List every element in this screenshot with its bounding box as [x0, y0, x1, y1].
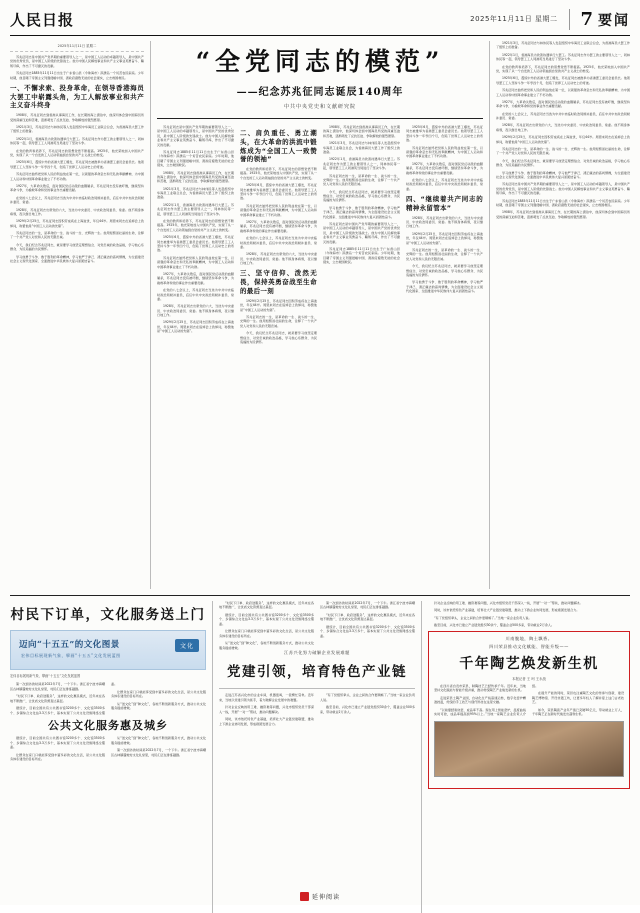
paragraph: 1925年6月，震惊中外的省港大罢工爆发，苏兆征同志被推举为省港罢工委员会委员长。他领导罢工工人坚持斗争一年零四个月，创造了世界工人运动史上的奇迹。 [10, 160, 144, 169]
paragraph: 在党的八七会议上，苏兆征同志当选为中共中央临时政治局候补委员，后任中共中央政治局候补委员、常委。 [240, 236, 317, 249]
headline-block [157, 41, 483, 112]
paragraph: 1921年3月，苏兆征同志与林伟民等人发起组织中华海员工业联合总会，为香港海员大罢工作了组织上的准备。 [157, 186, 234, 200]
paragraph: 苏兆征同志的一生，是革命的一生、战斗的一生、光辉的一生。他用短暂而壮丽的生命，诠释了一个共产党人对党和人民的无限忠诚。 [10, 231, 144, 240]
paragraph: 苏兆征同志始终把党和人民的利益放在第一位，以顽强的革命意志和无私的奉献精神，为中国工人运动和中国革命事业建立了不朽功勋。 [406, 145, 483, 159]
masthead [10, 6, 630, 36]
paragraph: 据统计，目前全国共有公共图书馆3200多个、文化馆3500多个、乡镇综合文化站3.3万多个，基本实现了公共文化设施网络全覆盖。 [320, 624, 415, 638]
paragraph: 走进江苏省兴化市的企业车间，机器轰鸣，一派繁忙景象。近年来，当地以党建引领为抓手，着力破解企业发展中的难题。 [219, 693, 314, 702]
paragraph: 截至目前，兴化市已建立产业链党组织30余个，覆盖企业500多家，带动就业2万余人。 [320, 705, 415, 714]
paragraph: 苏兆征同志始终把党和人民的利益放在第一位，以顽强的革命意志和无私的奉献精神，为中国工人运动和中国革命事业建立了不朽功勋。 [496, 88, 630, 97]
paragraph: 让群众在家门口就能享受到丰富多彩的文化生活，是公共文化服务体系建设的目标所在。 [111, 689, 206, 699]
right-column [496, 41, 630, 589]
paragraph: 1921年3月，苏兆征同志与林伟民等人发起组织中华海员工业联合总会，为香港海员大罢工作了组织上的准备。 [323, 141, 400, 154]
paragraph: 让群众在家门口就能享受到丰富多彩的文化生活，是公共文化服务体系建设的目标所在。 [10, 752, 105, 762]
column-divider [421, 601, 422, 913]
paragraph: 苏兆征同志1885年11月11日出生于广东香山县（今珠海市）淇澳岛一个贫苦农民家庭。少年时期，他目睹了帝国主义列强侵略中国、清政府腐败无能的社会现实，立志救国救民。 [10, 71, 144, 80]
featured-headline: 千年陶艺焕发新生机 [459, 655, 599, 672]
banner-badge: 文化 [175, 639, 199, 652]
left-column-text-2 [10, 113, 144, 263]
paragraph: 1927年，大革命失败后，面对国民党反动派的血腥屠杀，苏兆征同志没有被吓倒，继续坚持革命斗争，为挽救革命和党的事业作出重要贡献。 [496, 99, 630, 109]
qr-code-icon [300, 892, 309, 901]
paragraph: 针对企业反映的用工难、融资难等问题，兴化市组织党员干部深入一线，开展“一对一”帮扶，推动问题解决。 [434, 601, 583, 605]
paragraph: 今天，我们纪念苏兆征同志，就是要学习他坚定理想信念、对党忠诚的政治品格，学习他心系群众、为民造福的为民情怀。 [323, 189, 400, 203]
featured-kicker-line-1: 川南腹地，陶土飘香。 [505, 635, 553, 641]
paragraph: “村民下订单、政府送服务”，这样的文化惠民模式，近年来在各地不断推广，让优质文化资源直达基层。 [219, 601, 314, 610]
right-column-text [496, 41, 630, 219]
paragraph: 苏兆征同志的一生，是革命的一生、战斗的一生、光辉的一生。他用短暂而壮丽的生命，诠释了一个共产党人对党和人民的无限忠诚。 [240, 314, 317, 328]
banner-caption: 宏伟目标展现新气象，擘画“十五五”文化发展蓝图 [10, 674, 81, 678]
paragraph: 苏兆征同志始终把党和人民的利益放在第一位，以顽强的革命意志和无私的奉献精神，为中国工人运动和中国革命事业建立了不朽功勋。 [10, 172, 144, 181]
paragraph: 据统计，目前全国共有公共图书馆3200多个、文化馆3500多个、乡镇综合文化站3.3万多个，基本实现了公共文化设施网络全覆盖。 [219, 612, 314, 626]
paragraph: 今天，我们纪念苏兆征同志，就是要学习他坚定理想信念、对党忠诚的政治品格，学习他心系群众、为民造福的为民情怀。 [10, 242, 144, 252]
paragraph: 从“送文化”到“种文化”，各地不断创新服务方式，推动公共文化服务提质增效。 [111, 701, 206, 711]
paragraph: 1928年，苏兆征同志出席党的六大，当选为中央委员、中央政治局委员、常委。他不顾身体病弱，夜以继日地工作。 [10, 207, 144, 216]
paragraph: 学习他勇于斗争、敢于胜利的革命精神，学习他严于律己、清正廉洁的高尚情操，为全面建设社会主义现代化国家、全面推进中华民族伟大复兴而团结奋斗。 [406, 280, 483, 294]
bottom-left-headline: 村民下订单，文化服务送上门 [10, 607, 206, 623]
section-title: 要闻 [598, 12, 630, 29]
main-article [157, 41, 483, 589]
paragraph: 1928年，苏兆征同志出席党的六大，当选为中央委员、中央政治局委员、常委。他不顾身体病弱，夜以继日地工作。 [157, 304, 234, 318]
paragraph: 苏兆征同志是中国共产党早期的重要领导人之一，是中国工人运动的卓越领导人，是中国共产党的优秀党员，是中国工人阶级的先锋战士。他为中国人民解放事业和共产主义事业英勇奋斗、鞠躬尽瘁，作出了不可磨灭的贡献。 [10, 55, 144, 68]
paragraph: 苏兆征同志1885年11月11日出生于广东香山县（今珠海市）淇澳岛一个贫苦农民家庭。少年时期，他目睹了帝国主义列强侵略中国、清政府腐败无能的社会现实，立志救国救民。 [323, 246, 400, 265]
paragraph: 据统计，目前全国共有公共图书馆3200多个、文化馆3500多个、乡镇综合文化站3.3万多个，基本实现了公共文化设施网络全覆盖。 [10, 682, 118, 715]
page-number: 7 [580, 8, 593, 30]
bottom-left-subheadline: 公共文化服务惠及城乡 [48, 719, 168, 733]
paragraph: 第一次到访的时间是2022年7月，一个下午。浙江省宁波市海曙区古林镇蜃蛟村文化礼堂里，村民们正在排练越剧。 [10, 682, 105, 691]
paragraph: 1925年6月，震惊中外的省港大罢工爆发，苏兆征同志被推举为省港罢工委员会委员长。他领导罢工工人坚持斗争一年零四个月，创造了世界工人运动史上的奇迹。 [406, 125, 483, 143]
bottom-right-column [428, 601, 630, 913]
paragraph: 在四川省自贡市荣县，制陶技艺已经传承千年。近年来，当地坚持文化赋能与智能升级并重，推动传统陶艺产业焕发新的生机。 [434, 683, 526, 693]
paragraph: 苏兆征同志1885年11月11日出生于广东香山县（今珠海市）淇澳岛一个贫苦农民家庭。少年时期，他目睹了帝国主义列强侵略中国、清政府腐败无能的社会现实，立志救国救民。 [496, 198, 630, 207]
paragraph: 今天，我们纪念苏兆征同志，就是要学习他坚定理想信念、对党忠诚的政治品格，学习他心系群众、为民造福的为民情怀。 [496, 158, 630, 168]
body-text [323, 125, 400, 265]
section-heading-1: 一、不懈求索、投身革命，在领导香港海员大罢工中崭露头角，为工人解放事业和共产主义奋斗终身 [10, 83, 144, 110]
featured-body [434, 684, 624, 718]
bottom-right-top-text [428, 601, 630, 628]
left-column [10, 41, 144, 589]
paragraph: 1922年1月，香港海员为改善待遇举行大罢工。苏兆征同志作为罢工的主要领导人之一，同林伟民等一起，领导罢工工人同港英当局进行了坚决斗争。 [496, 52, 630, 62]
paragraph: 苏兆征同志是中国共产党早期的重要领导人之一，是中国工人运动的卓越领导人，是中国共产党的优秀党员，是中国工人阶级的先锋战士。他为中国人民解放事业和共产主义事业英勇奋斗、鞠躬尽瘁，作出了不可磨灭的贡献。 [496, 182, 630, 196]
paragraph: 1921年3月，苏兆征同志与林伟民等人发起组织中华海员工业联合总会，为香港海员大罢工作了组织上的准备。 [496, 41, 630, 50]
paragraph: 1929年2月25日，苏兆征同志因积劳成疾在上海逝世，年仅44岁。周恩来同志在追悼会上致悼词，称赞他是“中国工人运动的先驱”。 [240, 298, 317, 312]
paragraph: 同时，该市依托特色产业基础，培育壮大产业链党建联盟，推动上下游企业协同发展，形成抱团发展合力。 [434, 608, 580, 613]
bottom-mid-article [219, 601, 415, 913]
paragraph: “有了党组织牵头，企业之间的合作更顺畅了。”当地一家企业负责人说。 [320, 693, 415, 702]
body-text [219, 601, 415, 650]
paragraph: 1922年1月，香港海员为改善待遇举行大罢工。苏兆征同志作为罢工的主要领导人之一，同林伟民等一起，领导罢工工人同港英当局进行了坚决斗争。 [157, 202, 234, 216]
paragraph: 如今，荣县陶瓷产业年产值已突破50亿元，带动就业上万人，千年陶艺正在新时代焕发出蓬勃生机。 [532, 707, 624, 717]
featured-photo [434, 721, 624, 777]
paragraph: 今天，我们纪念苏兆征同志，就是要学习他坚定理想信念、对党忠诚的政治品格，学习他心系群众、为民造福的为民情怀。 [406, 264, 483, 277]
paragraph: 苏兆征同志是中国共产党早期的重要领导人之一，是中国工人运动的卓越领导人，是中国共产党的优秀党员，是中国工人阶级的先锋战士。他为中国人民解放事业和共产主义事业英勇奋斗、鞠躬尽瘁，作出了不可磨灭的贡献。 [157, 125, 234, 147]
divider [219, 688, 415, 689]
paragraph: 1925年6月，震惊中外的省港大罢工爆发，苏兆征同志被推举为省港罢工委员会委员长。他领导罢工工人坚持斗争一年零四个月，创造了世界工人运动史上的奇迹。 [240, 183, 317, 201]
main-col-2 [240, 125, 317, 347]
paragraph: 苏兆征同志始终把党和人民的利益放在第一位，以顽强的革命意志和无私的奉献精神，为中国工人运动和中国革命事业建立了不朽功勋。 [240, 203, 317, 217]
featured-article [428, 631, 630, 789]
paragraph: 1927年，大革命失败后，面对国民党反动派的血腥屠杀，苏兆征同志没有被吓倒，继续坚持革命斗争，为挽救革命和党的事业作出重要贡献。 [157, 271, 234, 285]
paragraph: 1908年，苏兆征同志到香港从事海员工作，在长期的海上漂泊中，他深切体会到中国海员所受的深重压迫和苦难，逐渐萌发了反抗压迫、争取解放的强烈愿望。 [157, 170, 234, 184]
paragraph: 在党的八七会议上，苏兆征同志当选为中共中央临时政治局候补委员，后任中共中央政治局候补委员、常委。 [496, 111, 630, 121]
paragraph: 在党的八七会议上，苏兆征同志当选为中共中央临时政治局候补委员，后任中共中央政治局候补委员、常委。 [157, 288, 234, 301]
paragraph: 1929年2月25日，苏兆征同志因积劳成疾在上海逝世，年仅44岁。周恩来同志在追悼会上致悼词，称赞他是“中国工人运动的先驱”。 [157, 320, 234, 334]
paragraph: 在党的八七会议上，苏兆征同志当选为中共中央临时政治局候补委员，后任中共中央政治局候补委员、常委。 [406, 177, 483, 191]
masthead-date: 2025年11月11日 星期二 [470, 15, 558, 23]
paragraph: 第一次到访的时间是2022年7月，一个下午。浙江省宁波市海曙区古林镇蜃蛟村文化礼堂里，村民们正在排练越剧。 [320, 601, 415, 610]
masthead-section [569, 9, 630, 30]
extended-reading-label: 延伸阅读 [311, 894, 341, 901]
paragraph: 从“送文化”到“种文化”，各地不断创新服务方式，推动公共文化服务提质增效。 [219, 641, 314, 650]
paragraph: 1908年，苏兆征同志到香港从事海员工作，在长期的海上漂泊中，他深切体会到中国海员所受的深重压迫和苦难，逐渐萌发了反抗压迫、争取解放的强烈愿望。 [496, 210, 630, 219]
paragraph: 在党的教育和培养下，苏兆征同志的思想觉悟不断提高。1925年，他光荣地加入中国共产党，实现了从一个自发的工人运动领袖到自觉的共产主义战士的转变。 [10, 148, 144, 157]
paragraph: 在党的八七会议上，苏兆征同志当选为中共中央临时政治局候补委员，后任中共中央政治局候补委员、常委。 [10, 195, 144, 205]
paragraph: 让群众在家门口就能享受到丰富多彩的文化生活，是公共文化服务体系建设的目标所在。 [219, 629, 314, 638]
left-column-text [10, 55, 144, 80]
body-text [240, 167, 317, 265]
paragraph: 在党的教育和培养下，苏兆征同志的思想觉悟不断提高。1925年，他光荣地加入中国共产党，实现了从一个自发的工人运动领袖到自觉的共产主义战士的转变。 [157, 219, 234, 232]
paragraph: “以前靠经验烧窑，成品率不高。现在用上智能窑炉，温度曲线实时可控，成品率提高到95%以上。”当地一家陶艺企业负责人介绍。 [434, 683, 539, 717]
left-column-dateline: 2025年11月11日 星期二 [57, 44, 97, 48]
body-text [219, 693, 415, 726]
body-text-2 [240, 299, 317, 345]
paragraph: 苏兆征同志1885年11月11日出生于广东香山县（今珠海市）淇澳岛一个贫苦农民家庭。少年时期，他目睹了帝国主义列强侵略中国、清政府腐败无能的社会现实，立志救国救民。 [157, 149, 234, 168]
divider [10, 51, 144, 52]
paragraph: 苏兆征同志的一生，是革命的一生、战斗的一生、光辉的一生。他用短暂而壮丽的生命，诠释了一个共产党人对党和人民的无限忠诚。 [323, 173, 400, 187]
featured-byline: 本报记者 王 珂 王永战 [512, 676, 546, 681]
zone-divider [10, 595, 630, 596]
bottom-mid-kicker: 江苏兴化努力破解企业发展难题 [284, 650, 350, 656]
paragraph: 1929年2月25日，苏兆征同志因积劳成疾在上海逝世，年仅44岁。周恩来同志在追悼会上致悼词，称赞他是“中国工人运动的先驱”。 [406, 231, 483, 245]
paragraph: 苏兆征同志是中国共产党早期的重要领导人之一，是中国工人运动的卓越领导人，是中国共产党的优秀党员，是中国工人阶级的先锋战士。他为中国人民解放事业和共产主义事业英勇奋斗、鞠躬尽瘁，作出了不可磨灭的贡献。 [323, 222, 400, 244]
paragraph: 1928年，苏兆征同志出席党的六大，当选为中央委员、中央政治局委员、常委。他不顾身体病弱，夜以继日地工作。 [240, 252, 317, 266]
paragraph: 苏兆征同志的一生，是革命的一生、战斗的一生、光辉的一生。他用短暂而壮丽的生命，诠释了一个共产党人对党和人民的无限忠诚。 [496, 147, 630, 156]
paragraph: 苏兆征同志的一生，是革命的一生、战斗的一生、光辉的一生。他用短暂而壮丽的生命，诠释了一个共产党人对党和人民的无限忠诚。 [406, 247, 483, 261]
article-author: 中共中央党史和文献研究院 [283, 104, 356, 110]
main-col-3 [323, 125, 400, 347]
article-subhead: ——纪念苏兆征同志诞辰140周年 [236, 87, 404, 98]
paragraph: 1927年，大革命失败后，面对国民党反动派的血腥屠杀，苏兆征同志没有被吓倒，继续坚持革命斗争，为挽救革命和党的事业作出重要贡献。 [10, 183, 144, 193]
divider [157, 118, 483, 119]
paragraph: 1922年1月，香港海员为改善待遇举行大罢工。苏兆征同志作为罢工的主要领导人之一，同林伟民等一起，领导罢工工人同港英当局进行了坚决斗争。 [10, 136, 144, 146]
banner-title: 迈向“十五五”的文化图景 [19, 640, 120, 650]
paragraph: 1928年，苏兆征同志出席党的六大，当选为中央委员、中央政治局委员、常委。他不顾身体病弱，夜以继日地工作。 [406, 215, 483, 229]
paragraph: 1929年2月25日，苏兆征同志因积劳成疾在上海逝世，年仅44岁。周恩来同志在追悼会上致悼词，称赞他是“中国工人运动的先驱”。 [10, 219, 144, 228]
body-text [157, 125, 234, 334]
paragraph: “村民下订单、政府送服务”，这样的文化惠民模式，近年来在各地不断推广，让优质文化资源直达基层。 [320, 612, 415, 622]
paragraph: 第一次到访的时间是2022年7月，一个下午。浙江省宁波市海曙区古林镇蜃蛟村文化礼堂里，村民们正在排练越剧。 [111, 748, 206, 757]
paragraph: 1925年6月，震惊中外的省港大罢工爆发，苏兆征同志被推举为省港罢工委员会委员长。他领导罢工工人坚持斗争一年零四个月，创造了世界工人运动史上的奇迹。 [496, 76, 630, 85]
paragraph: 1927年，大革命失败后，面对国民党反动派的血腥屠杀，苏兆征同志没有被吓倒，继续坚持革命斗争，为挽救革命和党的事业作出重要贡献。 [406, 161, 483, 175]
bottom-left-article [10, 601, 206, 913]
paragraph: 截至目前，兴化市已建立产业链党组织30余个，覆盖企业500多家，带动就业2万余人。 [434, 623, 555, 628]
section-heading-4: 四、“继续着共产同志的精神永留管本” [406, 195, 483, 212]
paragraph: 针对企业反映的用工难、融资难等问题，兴化市组织党员干部深入一线，开展“一对一”帮扶，推动问题解决。 [219, 705, 314, 714]
bottom-mid-top-text [219, 601, 415, 650]
body-text-2 [10, 736, 206, 762]
paragraph: 学习他勇于斗争、敢于胜利的革命精神，学习他严于律己、清正廉洁的高尚情操，为全面建设社会主义现代化国家、全面推进中华民族伟大复兴而团结奋斗。 [323, 205, 400, 219]
extended-reading-badge[interactable] [300, 892, 340, 901]
main-col-4 [406, 125, 483, 347]
main-article-columns [157, 125, 483, 347]
paragraph: 1921年3月，苏兆征同志与林伟民等人发起组织中华海员工业联合总会，为香港海员大罢工作了组织上的准备。 [10, 125, 144, 134]
paragraph: “村民下订单、政府送服务”，这样的文化惠民模式，近年来在各地不断推广，让优质文化资源直达基层。 [10, 694, 105, 703]
featured-kicker: 四川荣县推动文化赋能、智能升级—— [489, 643, 569, 649]
paragraph: 1925年6月，震惊中外的省港大罢工爆发，苏兆征同志被推举为省港罢工委员会委员长。他领导罢工工人坚持斗争一年零四个月，创造了世界工人运动史上的奇迹。 [157, 235, 234, 253]
paragraph: 1927年，大革命失败后，面对国民党反动派的血腥屠杀，苏兆征同志没有被吓倒，继续坚持革命斗争，为挽救革命和党的事业作出重要贡献。 [240, 219, 317, 233]
section-heading-2: 二、肩负重任、勇立潮头，在大革命的洪流中锻炼成为“全国工人一致赞誉的领袖” [240, 129, 317, 164]
bottom-left-body-2 [10, 736, 206, 762]
paragraph: “有了党组织牵头，企业之间的合作更顺畅了。”当地一家企业负责人说。 [434, 615, 532, 620]
section-heading-3: 三、坚守信仰、泼然无畏，保持英勇奋战至生命的最后一刻 [240, 269, 317, 296]
body-text [406, 125, 483, 191]
paragraph: 今天，我们纪念苏兆征同志，就是要学习他坚定理想信念、对党忠诚的政治品格，学习他心系群众、为民造福的为民情怀。 [240, 331, 317, 344]
paragraph: 1928年，苏兆征同志出席党的六大，当选为中央委员、中央政治局委员、常委。他不顾身体病弱，夜以继日地工作。 [496, 123, 630, 132]
column-divider [489, 41, 490, 589]
paragraph: 在提升产能的同时，荣县也注重陶艺文化的传承与创新，建设陶艺博物馆、开设非遗工坊，让更多年轻人了解并爱上这门古老技艺。 [532, 691, 624, 705]
body-text-2 [406, 216, 483, 294]
top-zone [10, 41, 630, 589]
paragraph: 1908年，苏兆征同志到香港从事海员工作，在长期的海上漂泊中，他深切体会到中国海员所受的深重压迫和苦难，逐渐萌发了反抗压迫、争取解放的强烈愿望。 [323, 125, 400, 138]
paragraph: 1908年，苏兆征同志到香港从事海员工作，在长期的海上漂泊中，他深切体会到中国海员所受的深重压迫和苦难，逐渐萌发了反抗压迫、争取解放的强烈愿望。 [10, 113, 144, 122]
bottom-left-body [10, 682, 206, 715]
page-title: “全党同志的模范” [195, 47, 445, 76]
paragraph: 1929年2月25日，苏兆征同志因积劳成疾在上海逝世，年仅44岁。周恩来同志在追悼会上致悼词，称赞他是“中国工人运动的先驱”。 [496, 135, 630, 144]
column-divider [212, 601, 213, 913]
culture-banner [10, 630, 206, 670]
bottom-mid-body [219, 693, 415, 726]
banner-subtitle: 宏伟目标展现新气象，擘画“十五五”文化发展蓝图 [21, 653, 121, 658]
paragraph: 1922年1月，香港海员为改善待遇举行大罢工。苏兆征同志作为罢工的主要领导人之一，同林伟民等一起，领导罢工工人同港英当局进行了坚决斗争。 [323, 157, 400, 171]
paragraph: 在党的教育和培养下，苏兆征同志的思想觉悟不断提高。1925年，他光荣地加入中国共产党，实现了从一个自发的工人运动领袖到自觉的共产主义战士的转变。 [496, 64, 630, 73]
paragraph: 学习他勇于斗争、敢于胜利的革命精神，学习他严于律己、清正廉洁的高尚情操，为全面建设社会主义现代化国家、全面推进中华民族伟大复兴而团结奋斗。 [496, 170, 630, 179]
paragraph: 同时，该市依托特色产业基础，培育壮大产业链党建联盟，推动上下游企业协同发展，形成抱团发展合力。 [219, 717, 314, 726]
body-text [434, 684, 624, 718]
paragraph: 苏兆征同志始终把党和人民的利益放在第一位，以顽强的革命意志和无私的奉献精神，为中国工人运动和中国革命事业建立了不朽功勋。 [157, 255, 234, 269]
paragraph: 走进荣县土陶产业园，自动化生产线高速运转，数字化窑炉精准控温，传统的手工技艺与现代科技在这里交融。 [434, 695, 526, 705]
column-divider [150, 41, 151, 589]
main-col-1 [157, 125, 234, 347]
body-text [10, 682, 206, 715]
newspaper-logo: 人民日报 [10, 10, 75, 29]
bottom-zone [10, 601, 630, 913]
paragraph: 在党的教育和培养下，苏兆征同志的思想觉悟不断提高。1925年，他光荣地加入中国共产党，实现了从一个自发的工人运动领袖到自觉的共产主义战士的转变。 [240, 167, 317, 180]
bottom-mid-headline: 党建引领，培育特色产业链 [227, 664, 407, 681]
paragraph: 据统计，目前全国共有公共图书馆3200多个、文化馆3500多个、乡镇综合文化站3.3万多个，基本实现了公共文化设施网络全覆盖。 [10, 736, 105, 750]
paragraph: 从“送文化”到“种文化”，各地不断创新服务方式，推动公共文化服务提质增效。 [111, 736, 206, 745]
paragraph: 学习他勇于斗争、敢于胜利的革命精神，学习他严于律己、清正廉洁的高尚情操，为全面建设社会主义现代化国家、全面推进中华民族伟大复兴而团结奋斗。 [10, 254, 144, 264]
